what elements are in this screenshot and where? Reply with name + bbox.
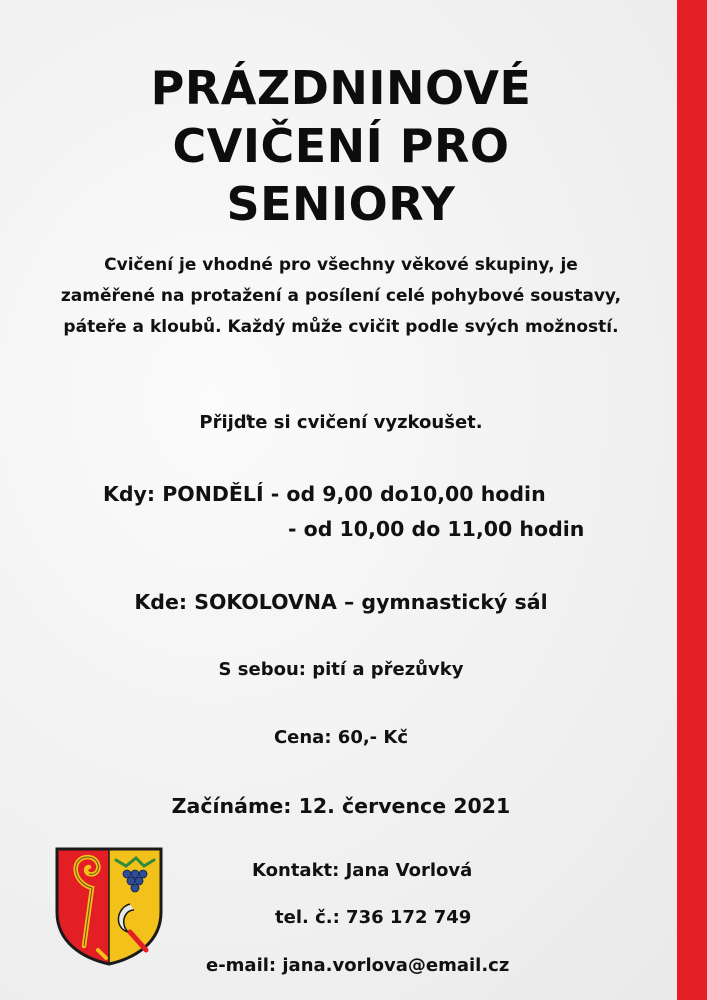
when-line-2: - od 10,00 do 11,00 hodin <box>288 517 585 541</box>
intro-text: Cvičení je vhodné pro všechny věkové skupiny, je zaměřené na protažení a posílení celé pohybové soustavy, páteře a kloubů. Každý může cvičit podle svých možností. <box>60 255 622 337</box>
price-text: Cena: 60,- Kč <box>273 727 409 748</box>
title-line-2: CVIČENÍ PRO <box>172 119 510 173</box>
invite-text: Přijďte si cvičení vyzkoušet. <box>199 412 483 433</box>
when-line-1: Kdy: PONDĚLÍ - od 9,00 do10,00 hodin <box>103 482 546 506</box>
title-line-3: SENIORY <box>226 177 456 231</box>
start-date-text: Začínáme: 12. července 2021 <box>171 794 511 818</box>
bring-text: S sebou: pití a přezůvky <box>218 659 464 680</box>
contact-phone: tel. č.: 736 172 749 <box>275 907 472 928</box>
municipal-coat-of-arms-icon <box>54 846 164 966</box>
contact-name: Kontakt: Jana Vorlová <box>252 860 473 881</box>
where-text: Kde: SOKOLOVNA – gymnastický sál <box>134 590 548 614</box>
contact-email[interactable]: e-mail: jana.vorlova@email.cz <box>206 955 510 976</box>
title-line-1: PRÁZDNINOVÉ <box>150 61 532 115</box>
accent-stripe <box>677 0 707 1000</box>
